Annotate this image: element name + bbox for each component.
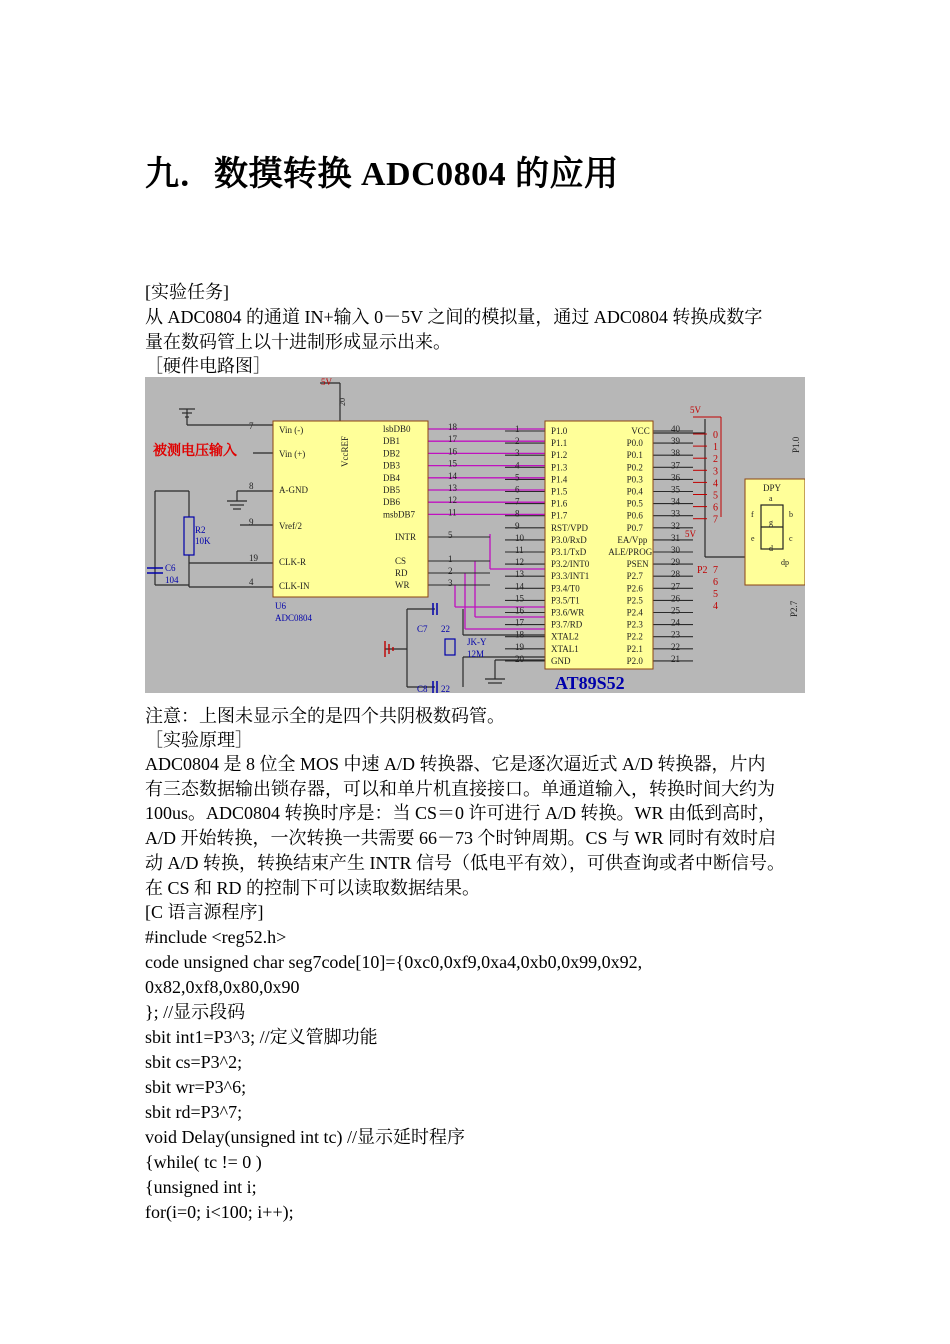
crystal-label: JK-Y <box>467 637 487 647</box>
principle-line: A/D 开始转换，一次转换一共需要 66－73 个时钟周期。CS 与 WR 同时有效时启 <box>145 828 777 849</box>
vcc-top-label: 5V <box>690 405 701 415</box>
mcu-right-pin-number: 24 <box>671 617 680 628</box>
mcu-left-pin-number: 19 <box>515 641 524 652</box>
principle-line: 有三态数据输出锁存器，可以和单片机直接接口。单通道输入，转换时间大约为 <box>145 778 775 799</box>
mcu-left-pin-number: 4 <box>515 460 520 471</box>
mcu-left-pin-label: P3.5/T1 <box>551 595 580 606</box>
mcu-left-pin-number: 3 <box>515 448 520 459</box>
mcu-left-pin-number: 9 <box>515 520 520 531</box>
segment-letter: e <box>751 534 755 543</box>
ea-5v-label: 5V <box>685 529 696 539</box>
mcu-right-pin-label: P2.4 <box>626 607 643 618</box>
mcu-right-pin-label: P0.6 <box>626 510 643 521</box>
adc-data-pin-label: msbDB7 <box>383 509 416 520</box>
mcu-left-pin-number: 14 <box>515 581 524 592</box>
mcu-right-pin-label: P2.0 <box>626 655 643 666</box>
p0-net-label: 1 <box>713 442 718 454</box>
mcu-left-pin-label: P1.7 <box>551 510 568 521</box>
mcu-left-pin-label: GND <box>551 655 571 666</box>
mcu-right-pin-number: 25 <box>671 605 680 616</box>
mcu-left-pin-number: 1 <box>515 424 520 434</box>
adc-ctrl-pin-number: 1 <box>448 554 453 564</box>
adc-data-pin-number: 16 <box>448 446 457 457</box>
mcu-left-pin-number: 15 <box>515 593 524 604</box>
adc-pin-label: CLK-R <box>279 557 306 567</box>
adc-pin-label: Vin (-) <box>279 425 304 435</box>
mcu-left-pin-label: P1.1 <box>551 438 568 449</box>
mcu-right-pin-label: P0.0 <box>626 438 643 449</box>
mcu-right-pin-label: P2.7 <box>626 571 643 582</box>
task-text-line-1: 从 ADC0804 的通道 IN+输入 0－5V 之间的模拟量，通过 ADC0804 转换成数字 <box>145 307 763 327</box>
adc-pin-label: CLK-IN <box>279 581 310 591</box>
mcu-left-pin-label: P1.0 <box>551 426 568 436</box>
mcu-right-pin-label: P0.5 <box>626 498 643 509</box>
mcu-left-pin-label: P3.6/WR <box>551 607 585 618</box>
adc-pin-label: A-GND <box>279 485 308 495</box>
note: 注意：上图未显示全的是四个共阴极数码管。 <box>145 706 505 726</box>
mcu-right-pin-label: P0.3 <box>626 474 643 485</box>
task-heading: [实验任务] <box>145 282 229 302</box>
crystal-value: 12M <box>467 649 485 659</box>
mcu-left-pin-label: P1.4 <box>551 474 568 485</box>
mcu-left-pin-label: P3.2/INT0 <box>551 559 590 570</box>
task-text-line-2: 量在数码管上以十进制形成显示出来。 <box>145 332 451 352</box>
r2-label: R2 <box>195 525 206 535</box>
p0-net-label: 5 <box>713 490 718 502</box>
c8-label: C8 <box>417 684 428 693</box>
p0-net-label: 7 <box>713 514 718 526</box>
segment-letter: b <box>789 510 793 519</box>
p2-net-label: P2 <box>697 565 708 576</box>
adc-data-pin-number: 18 <box>448 422 457 432</box>
adc-ctrl-pin-label: INTR <box>395 532 416 542</box>
mcu-right-pin-number: 26 <box>671 593 680 604</box>
vccref-label: VccREF <box>340 436 350 467</box>
c8-value: 22 <box>441 684 450 693</box>
r2-value: 10K <box>195 536 211 546</box>
mcu-left-pin-number: 7 <box>515 496 520 507</box>
circuit-schematic <box>145 377 805 693</box>
principle-line: 在 CS 和 RD 的控制下可以读取数据结果。 <box>145 877 481 898</box>
code-line: sbit int1=P3^3; //定义管脚功能 <box>145 1027 378 1047</box>
adc-data-pin-label: DB2 <box>383 448 401 459</box>
p2-net-label: 6 <box>713 577 718 588</box>
p0-net-label: 6 <box>713 502 718 514</box>
adc-pin-number: 8 <box>249 481 254 491</box>
adc-ctrl-pin-number: 2 <box>448 566 453 576</box>
mcu-left-pin-number: 16 <box>515 605 524 616</box>
mcu-right-pin-label: P0.4 <box>626 486 643 497</box>
mcu-right-pin-number: 22 <box>671 641 680 652</box>
adc-data-pin-number: 14 <box>448 470 457 481</box>
c6-label: C6 <box>165 563 176 573</box>
p1-0-label: P1.0 <box>791 436 801 453</box>
mcu-left-pin-number: 18 <box>515 629 524 640</box>
mcu-name: AT89S52 <box>555 673 625 693</box>
mcu-left-pin-number: 12 <box>515 557 524 568</box>
p2-net-label: 5 <box>713 589 718 600</box>
adc-data-pin-number: 15 <box>448 458 457 469</box>
code-line: sbit rd=P3^7; <box>145 1102 243 1122</box>
input-label: 被测电压输入 <box>153 444 237 459</box>
mcu-left-pin-number: 6 <box>515 484 520 495</box>
p0-net-label: 2 <box>713 454 718 466</box>
mcu-left-pin-label: P3.0/RxD <box>551 534 587 545</box>
mcu-right-pin-label: P0.1 <box>626 450 643 461</box>
adc-ctrl-pin-label: CS <box>395 556 407 566</box>
pin20-label: 20 <box>338 398 347 406</box>
segment-letter: d <box>769 544 773 553</box>
adc-data-pin-label: DB4 <box>383 472 401 483</box>
mcu-left-pin-number: 10 <box>515 532 524 543</box>
code-heading: [C 语言源程序] <box>145 902 264 922</box>
adc-pin-label: Vref/2 <box>279 521 302 531</box>
mcu-left-pin-label: P3.4/T0 <box>551 583 580 594</box>
dpy-label: DPY <box>763 483 782 493</box>
mcu-left-pin-label: XTAL2 <box>551 631 579 642</box>
segment-letter: f <box>751 510 754 519</box>
code-line: void Delay(unsigned int tc) //显示延时程序 <box>145 1127 465 1147</box>
adc-pin-label: Vin (+) <box>279 449 306 459</box>
mcu-left-pin-label: P3.7/RD <box>551 619 583 630</box>
mcu-left-pin-label: XTAL1 <box>551 643 579 654</box>
mcu-right-pin-number: 35 <box>671 484 680 495</box>
adc-data-pin-label: lsbDB0 <box>383 424 411 434</box>
principle-line: 动 A/D 转换，转换结束产生 INTR 信号（低电平有效），可供查询或者中断信号。 <box>145 852 785 873</box>
mcu-left-pin-label: P1.5 <box>551 486 568 497</box>
mcu-right-pin-label: P2.2 <box>626 631 643 642</box>
mcu-left-pin-number: 13 <box>515 569 524 580</box>
adc-ctrl-pin-number: 3 <box>448 578 453 588</box>
p2-net-label: 7 <box>713 565 718 576</box>
adc-data-pin-label: DB6 <box>383 497 401 508</box>
adc-data-pin-label: DB3 <box>383 460 401 471</box>
p0-net-label: 3 <box>713 466 718 478</box>
code-line: code unsigned char seg7code[10]={0xc0,0xf9,0xa4,0xb0,0x99,0x92, <box>145 952 643 972</box>
adc-pin-number: 9 <box>249 517 254 527</box>
mcu-right-pin-number: 27 <box>671 581 680 592</box>
mcu-left-pin-number: 5 <box>515 472 520 483</box>
c6-value: 104 <box>165 575 179 585</box>
adc-pin-number: 4 <box>249 577 254 587</box>
code-line: 0x82,0xf8,0x80,0x90 <box>145 977 300 997</box>
principle-heading: ［实验原理］ <box>145 730 253 750</box>
mcu-right-pin-number: 39 <box>671 436 680 447</box>
segment-letter: a <box>769 494 773 503</box>
segment-letter: c <box>789 534 793 543</box>
mcu-right-pin-number: 34 <box>671 496 680 507</box>
adc-data-pin-number: 17 <box>448 434 457 445</box>
mcu-left-pin-label: P1.3 <box>551 462 568 473</box>
adc-data-pin-number: 13 <box>448 483 457 493</box>
p0-net-label: 0 <box>713 430 718 441</box>
adc-data-pin-label: DB1 <box>383 436 401 447</box>
adc-data-pin-number: 11 <box>448 507 457 518</box>
mcu-left-pin-number: 2 <box>515 436 520 447</box>
mcu-left-pin-number: 20 <box>515 653 524 664</box>
adc-ctrl-pin-label: RD <box>395 568 408 578</box>
mcu-left-pin-label: P3.1/TxD <box>551 547 587 557</box>
mcu-right-pin-number: 21 <box>671 653 680 664</box>
adc-data-pin-label: DB5 <box>383 485 401 495</box>
mcu-right-pin-label: VCC <box>631 426 650 436</box>
mcu-right-pin-label: EA/Vpp <box>617 534 648 545</box>
mcu-right-pin-number: 40 <box>671 424 680 434</box>
segment-letter: g <box>769 518 773 527</box>
mcu-left-pin-label: P1.2 <box>551 450 568 461</box>
p2-7-label: P2.7 <box>789 600 799 617</box>
code-line: }; //显示段码 <box>145 1002 246 1022</box>
adc-ctrl-pin-number: 5 <box>448 530 453 540</box>
code-line: {unsigned int i; <box>145 1177 257 1197</box>
adc-pin-number: 7 <box>249 421 254 431</box>
adc-ctrl-pin-label: WR <box>395 580 410 590</box>
mcu-left-pin-number: 11 <box>515 545 524 555</box>
mcu-right-pin-label: P2.5 <box>626 595 643 606</box>
mcu-right-pin-number: 31 <box>671 532 680 543</box>
code-line: for(i=0; i<100; i++); <box>145 1202 294 1222</box>
mcu-right-pin-number: 33 <box>671 508 680 519</box>
circuit-heading: ［硬件电路图］ <box>145 356 271 376</box>
mcu-right-pin-label: P2.1 <box>626 643 643 654</box>
mcu-right-pin-label: P2.6 <box>626 583 643 594</box>
mcu-right-pin-label: P0.2 <box>626 462 643 473</box>
principle-line: 100us。ADC0804 转换时序是：当 CS＝0 许可进行 A/D 转换。WR 由低到高时， <box>145 803 777 824</box>
mcu-left-pin-label: RST/VPD <box>551 522 589 533</box>
p0-net-label: 4 <box>713 478 718 490</box>
code-line: {while( tc != 0 ) <box>145 1152 262 1172</box>
code-line: sbit wr=P3^6; <box>145 1077 247 1097</box>
page-title: 九．数摸转换 ADC0804 的应用 <box>145 156 619 193</box>
adc-ref: U6 <box>275 601 286 611</box>
principle-line: ADC0804 是 8 位全 MOS 中速 A/D 转换器、它是逐次逼近式 A/D 转换器，片内 <box>145 754 766 774</box>
mcu-left-pin-label: P1.6 <box>551 498 568 509</box>
adc-pin-number: 19 <box>249 553 258 563</box>
mcu-right-pin-label: ALE/PROG <box>608 547 653 557</box>
mcu-right-pin-label: P0.7 <box>626 522 643 533</box>
segment-letter: dp <box>781 558 789 567</box>
adc-name: ADC0804 <box>275 613 313 623</box>
code-line: #include <reg52.h> <box>145 927 287 947</box>
mcu-left-pin-label: P3.3/INT1 <box>551 571 590 582</box>
c7-value: 22 <box>441 624 450 634</box>
c7-label: C7 <box>417 624 428 634</box>
supply-5v-label: 5V <box>321 377 332 387</box>
mcu-right-pin-number: 38 <box>671 448 680 459</box>
mcu-right-pin-number: 28 <box>671 569 680 580</box>
mcu-right-pin-number: 29 <box>671 557 680 568</box>
mcu-right-pin-label: PSEN <box>626 559 649 570</box>
adc-data-pin-number: 12 <box>448 495 457 506</box>
mcu-right-pin-number: 30 <box>671 545 680 555</box>
mcu-right-pin-label: P2.3 <box>626 619 643 630</box>
mcu-left-pin-number: 17 <box>515 617 524 628</box>
code-line: sbit cs=P3^2; <box>145 1052 243 1072</box>
mcu-right-pin-number: 36 <box>671 472 680 483</box>
mcu-left-pin-number: 8 <box>515 508 520 519</box>
mcu-right-pin-number: 32 <box>671 520 680 531</box>
mcu-right-pin-number: 23 <box>671 629 680 640</box>
mcu-right-pin-number: 37 <box>671 460 680 471</box>
p2-net-label: 4 <box>713 601 718 612</box>
